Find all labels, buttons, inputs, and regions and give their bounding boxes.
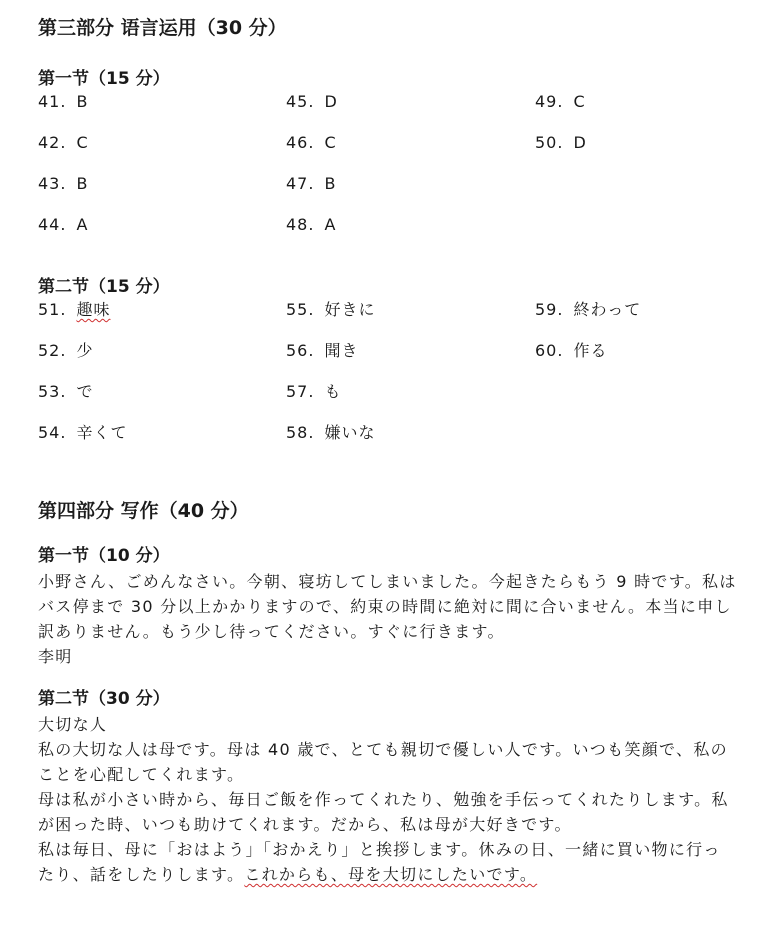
question-number: 58. bbox=[286, 423, 315, 442]
answer-item bbox=[286, 92, 535, 133]
question-number: 59. bbox=[535, 300, 564, 319]
answer-key-page bbox=[38, 14, 738, 887]
question-number: 44. bbox=[38, 215, 67, 234]
answer-value: B bbox=[76, 174, 89, 193]
question-number: 48. bbox=[286, 215, 315, 234]
answer-value: 作る bbox=[573, 341, 608, 360]
answer-value: 趣味 bbox=[76, 300, 111, 319]
part4-section1-title: 第一节（10 分） bbox=[38, 546, 170, 566]
question-number: 43. bbox=[38, 174, 67, 193]
question-number: 47. bbox=[286, 174, 315, 193]
letter-signature: 李明 bbox=[38, 647, 73, 666]
answer-value: C bbox=[76, 133, 89, 152]
answer-item bbox=[535, 133, 738, 174]
answer-value: 好きに bbox=[324, 300, 376, 319]
answer-item bbox=[38, 215, 286, 256]
letter-body: 小野さん、ごめんなさい。今朝、寝坊してしまいました。今起きたらもう 9 時です。私はバス停まで 30 分以上かかりますので、約束の時間に絶対に間に合いません。本当に申し訳ありません。もう少し待ってください。すぐに行きます。 bbox=[38, 572, 737, 641]
answer-item bbox=[286, 423, 535, 464]
question-number: 54. bbox=[38, 423, 67, 442]
answer-value: C bbox=[573, 92, 586, 111]
question-number: 50. bbox=[535, 133, 564, 152]
question-number: 42. bbox=[38, 133, 67, 152]
answer-item bbox=[286, 174, 535, 215]
essay-paragraph-1: 私の大切な人は母です。母は 40 歳で、とても親切で優しい人です。いつも笑顔で、私のことを心配してくれます。 bbox=[38, 740, 728, 784]
empty-cell bbox=[535, 174, 738, 215]
question-number: 56. bbox=[286, 341, 315, 360]
essay-paragraph-3-main: 私は毎日、母に「おはよう」「おかえり」と挨拶します。休みの日、一緒に買い物に行ったり、話をしたりします。 bbox=[38, 840, 721, 884]
answer-item bbox=[286, 215, 535, 256]
answer-item bbox=[38, 174, 286, 215]
part3-section2-answers bbox=[38, 300, 738, 464]
essay-paragraph-3 bbox=[38, 837, 738, 887]
answer-item bbox=[38, 341, 286, 382]
answer-value: A bbox=[76, 215, 89, 234]
answer-item bbox=[286, 341, 535, 382]
answer-value: B bbox=[76, 92, 89, 111]
question-number: 60. bbox=[535, 341, 564, 360]
answer-value: も bbox=[324, 382, 342, 401]
question-number: 41. bbox=[38, 92, 67, 111]
question-number: 45. bbox=[286, 92, 315, 111]
answer-value: B bbox=[324, 174, 337, 193]
answer-value: 辛くて bbox=[76, 423, 128, 442]
empty-cell bbox=[535, 382, 738, 423]
essay-paragraph-3-tail: これからも、母を大切にしたいです。 bbox=[244, 865, 538, 884]
answer-item bbox=[38, 133, 286, 174]
question-number: 46. bbox=[286, 133, 315, 152]
answer-item bbox=[38, 382, 286, 423]
answer-item bbox=[535, 92, 738, 133]
empty-cell bbox=[535, 215, 738, 256]
question-number: 51. bbox=[38, 300, 67, 319]
answer-value: 少 bbox=[76, 341, 94, 360]
part3-section1-answers bbox=[38, 92, 738, 256]
answer-value: 嫌いな bbox=[324, 423, 376, 442]
answer-item bbox=[286, 382, 535, 423]
part3-section2-title: 第二节（15 分） bbox=[38, 277, 170, 297]
part3-section1-title: 第一节（15 分） bbox=[38, 69, 170, 89]
question-number: 52. bbox=[38, 341, 67, 360]
answer-value: C bbox=[324, 133, 337, 152]
answer-item bbox=[38, 92, 286, 133]
question-number: 57. bbox=[286, 382, 315, 401]
answer-item bbox=[286, 300, 535, 341]
part4-section2-title: 第二节（30 分） bbox=[38, 689, 170, 709]
essay-title: 大切な人 bbox=[38, 715, 108, 734]
answer-value: D bbox=[573, 133, 587, 152]
empty-cell bbox=[535, 423, 738, 464]
essay-paragraph-2: 母は私が小さい時から、毎日ご飯を作ってくれたり、勉強を手伝ってくれたりします。私が困った時、いつも助けてくれます。だから、私は母が大好きです。 bbox=[38, 790, 729, 834]
question-number: 53. bbox=[38, 382, 67, 401]
answer-item bbox=[38, 300, 286, 341]
part3-title: 第三部分 语言运用（30 分） bbox=[38, 17, 287, 39]
answer-item bbox=[535, 300, 738, 341]
answer-item bbox=[286, 133, 535, 174]
question-number: 55. bbox=[286, 300, 315, 319]
answer-value: 聞き bbox=[324, 341, 359, 360]
answer-item bbox=[38, 423, 286, 464]
answer-value: A bbox=[324, 215, 337, 234]
question-number: 49. bbox=[535, 92, 564, 111]
part4-title: 第四部分 写作（40 分） bbox=[38, 500, 249, 522]
answer-value: D bbox=[324, 92, 338, 111]
answer-value: 終わって bbox=[573, 300, 642, 319]
answer-item bbox=[535, 341, 738, 382]
answer-value: で bbox=[76, 382, 94, 401]
